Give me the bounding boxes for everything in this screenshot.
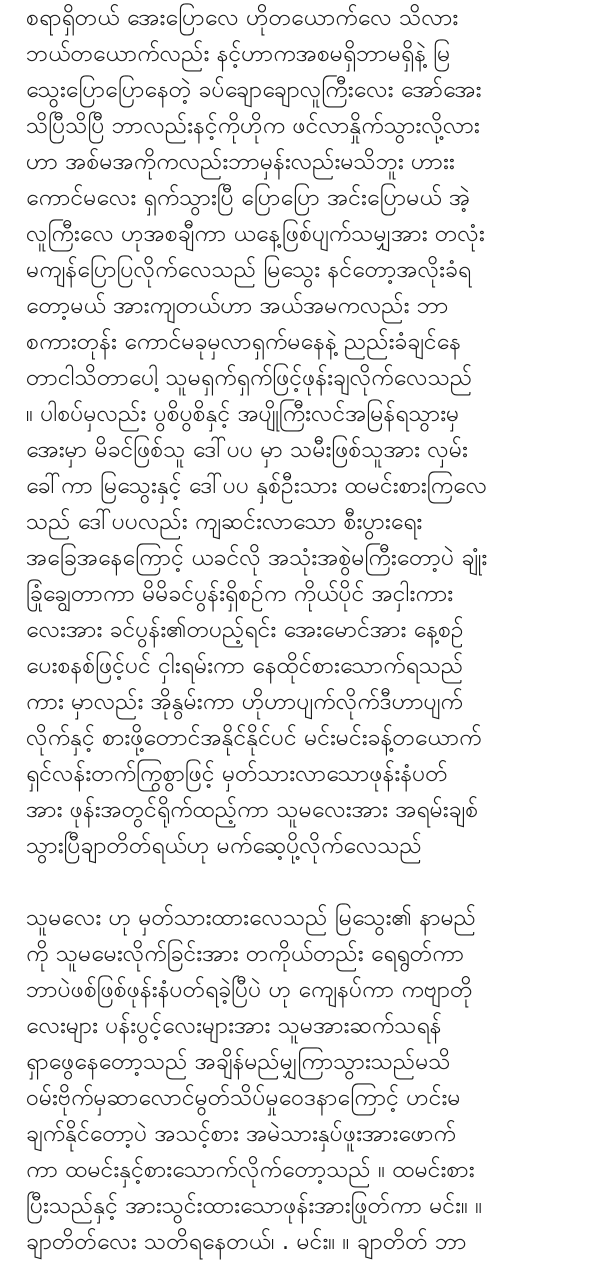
body-paragraph-1: စရာရှိတယ် အေးပြောလေ ဟိုတယောက်လေ သိလား ဘယ်တယောက်လည်း နင့်ဟာကအစမရှိဘာမရှိနဲ့ မြ သွေးပြောပြောနေတဲ့ ခပ်ချောချောလူကြီးလေး အော်အေး သိပြီသိပြီ ဘာလည်းနင့်ကိုဟိုက ဖင်လာနှိုက်သွားလို့လား ဟာ အစ်မအကိုကလည်းဘာမှန်းလည်းမသိဘူး ဟားး ကောင်မလေး ရှက်သွားပြီ ပြောပြော အင်းပြောမယ် အဲ့ လူကြီးလေ ဟုအစချီကာ ယနေ့ဖြစ်ပျက်သမျှအား တလုံး မကျန်ပြောပြလိုက်လေသည် မြသွေး နင်တော့အလိုးခံရ တော့မယ် အားကျတယ်ဟာ အယ်အမကလည်း ဘာ စကားတုန်း ကောင်မခုမှလာရှက်မနေနဲ့ ညည်းခံချင်နေ တာငါသိတာပေါ့ သူမရှက်ရှက်ဖြင့်ဖုန်းချလိုက်လေသည် ။ ပါစပ်မှလည်း ပွစိပွစိနှင့် အပျိုကြီးလင်အမြန်ရသွားမှ အေးမှာ မိခင်ဖြစ်သူ ဒေါ်ပပ မှာ သမီးဖြစ်သူအား လှမ်း ခေါ်ကာ မြသွေးနှင့် ဒေါ်ပပ နှစ်ဦးသား ထမင်းစားကြလေ သည် ဒေါ်ပပလည်း ကျဆင်းလာသော စီးပွားရေး အခြေအနေကြောင့် ယခင်လို အသုံးအစွဲမကြီးတော့ပဲ ချုံး ခြုံချွေတာကာ မိမိခင်ပွန်းရှိစဉ်က ကိုယ်ပိုင် အငှါးကား လေးအား ခင်ပွန်း၏တပည့်ရင်း အေးမောင်အား နေ့စဉ် ပေးစနစ်ဖြင့်ပင် ငှါးရမ်းကာ နေထိုင်စားသောက်ရသည် ကား မှာလည်း အိုနွမ်းကာ ဟိုဟာပျက်လိုက်ဒီဟာပျက် လိုက်နှင့် စားဖို့တောင်အနိုင်နိုင်ပင် မင်းမင်းခန့်တယောက် ရှင်လန်းတက်ကြွစွာဖြင့် မှတ်သားလာသောဖုန်းနံပတ် အား ဖုန်းအတွင်ရိုက်ထည့်ကာ သူမလေးအား အရမ်းချစ် သွားပြီချာတိတ်ရယ်ဟု မက်ဆေ့ပို့လိုက်လေသည်	[26, 5, 488, 859]
body-paragraph-2: သူမလေး ဟု မှတ်သားထားလေသည် မြသွေး၏ နာမည် ကို သူမမေးလိုက်ခြင်းအား တကိုယ်တည်း ရေရွတ်ကာ ဘာပဲဖစ်ဖြစ်ဖုန်းနံပတ်ရခဲ့ပြီပဲ ဟု ကျေနပ်ကာ ကဗျာတို လေးများ ပန်းပွင့်လေးများအား သူမအားဆက်သရန် ရှာဖွေနေတော့သည် အချိန်မည်မျှကြာသွားသည်မသိ ဝမ်းဗိုက်မှဆာလောင်မွတ်သိပ်မှုဝေဒနာကြောင့် ဟင်းမ ချက်နိုင်တော့ပဲ အသင့်စား အမဲသားနှပ်ဖူးအားဖောက် ကာ ထမင်းနှင့်စားသောက်လိုက်တော့သည် ။ ထမင်းစား ပြီးသည်နှင့် အားသွင်းထားသောဖုန်းအားဖြုတ်ကာ မင်း။ ။ ချာတိတ်လေး သတိရနေတယ်၊ . မင်း။ ။ ချာတိတ် ဘာ	[26, 905, 483, 1255]
